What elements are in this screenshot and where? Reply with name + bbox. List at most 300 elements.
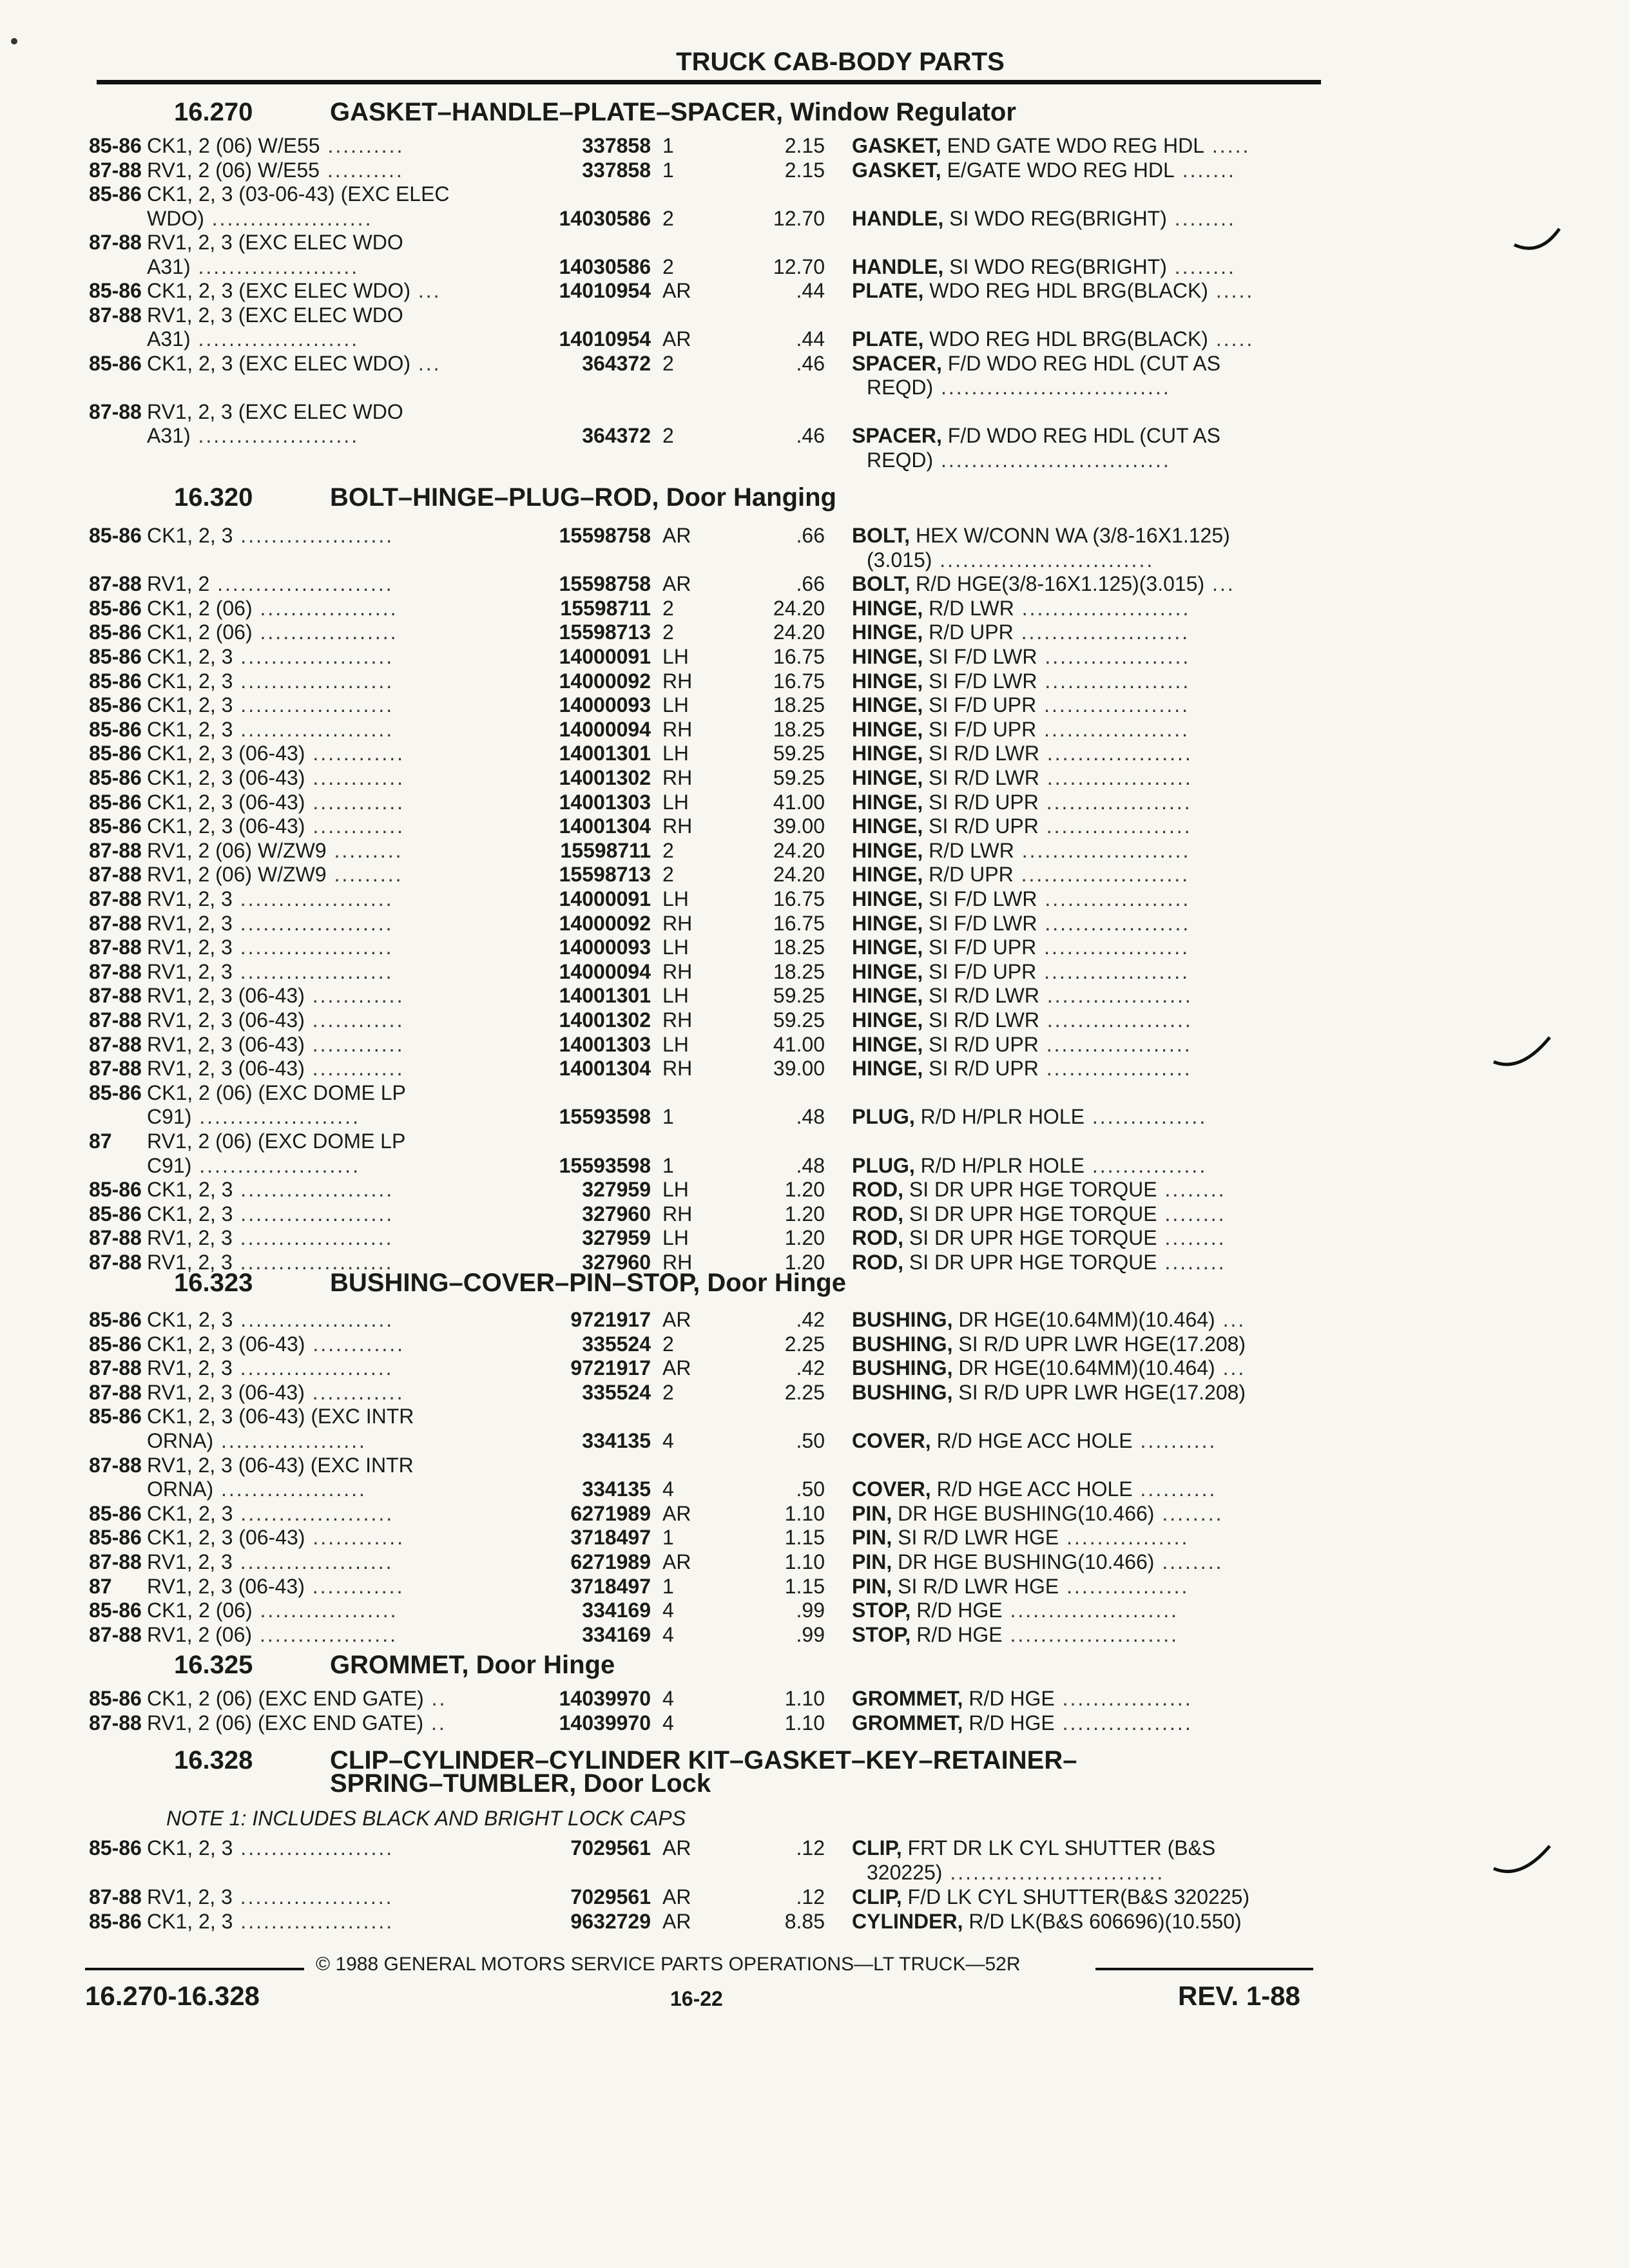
section-number: 16.328 [174, 1746, 253, 1774]
dot-leader: .............................. [933, 376, 1171, 399]
application: CK1, 2, 3 [147, 1308, 233, 1331]
description-head: HINGE, [852, 863, 923, 886]
description-text: R/D UPR [923, 620, 1014, 644]
model-year: 85-86 [89, 1599, 142, 1622]
description [852, 134, 1250, 157]
price: 2.25 [784, 1332, 825, 1356]
application: RV1, 2 (06) [147, 1623, 253, 1646]
part-number: 337858 [582, 159, 651, 182]
quantity: 2 [662, 1332, 674, 1356]
description-text: R/D HGE [963, 1687, 1055, 1710]
application: RV1, 2, 3 [147, 1226, 233, 1249]
quantity: RH [662, 960, 693, 983]
price: .42 [796, 1356, 825, 1379]
model-year: 87-88 [89, 400, 142, 423]
description [867, 548, 1154, 572]
price: .12 [796, 1836, 825, 1860]
dot-leader: ................... [1038, 1057, 1192, 1080]
application: RV1, 2, 3 [147, 1356, 233, 1379]
part-number: 327959 [582, 1226, 651, 1249]
application: ORNA) [147, 1429, 214, 1452]
application: C91) [147, 1105, 192, 1128]
application: CK1, 2, 3 [147, 718, 233, 741]
section-subtitle: Window Regulator [790, 98, 1016, 126]
description-head: GASKET, [852, 159, 941, 182]
description-head: PLUG, [852, 1105, 915, 1128]
description-text: DR HGE(10.64MM)(10.464) [952, 1308, 1215, 1331]
application-cell [147, 597, 398, 620]
description-text: SI R/D LWR [923, 742, 1039, 765]
quantity: LH [662, 1178, 689, 1201]
description-text: END GATE WDO REG HDL [941, 134, 1205, 157]
quantity: AR [662, 1356, 691, 1379]
part-number: 15593598 [559, 1154, 651, 1177]
description-head: HINGE, [852, 1057, 923, 1080]
description-text: WDO REG HDL BRG(BLACK) [923, 279, 1208, 302]
dot-leader: .................. [252, 597, 398, 620]
application-cell [147, 912, 394, 935]
quantity: 1 [662, 134, 674, 157]
model-year: 87-88 [89, 839, 142, 862]
dot-leader: .................... [233, 1178, 394, 1201]
part-number: 9632729 [570, 1910, 651, 1933]
model-year: 85-86 [89, 134, 142, 157]
description [852, 1154, 1207, 1177]
dot-leader: ............ [305, 1332, 405, 1356]
model-year: 87-88 [89, 912, 142, 935]
model-year: 85-86 [89, 1910, 142, 1933]
dot-leader: ..................... [190, 424, 360, 447]
section-number: 16.270 [174, 98, 253, 126]
description-head: HINGE, [852, 1008, 923, 1032]
description-text: FRT DR LK CYL SHUTTER (B&S [901, 1836, 1216, 1860]
dot-leader: ... [1204, 572, 1235, 595]
part-number: 14001301 [559, 984, 651, 1007]
application-cell [147, 693, 394, 716]
application: CK1, 2, 3 [147, 524, 233, 547]
price: 24.20 [773, 620, 825, 644]
description-text: R/D HGE [963, 1711, 1055, 1735]
price: 16.75 [773, 645, 825, 668]
dot-leader: ................... [1039, 766, 1193, 789]
description-head: ROD, [852, 1251, 903, 1274]
price: 2.15 [784, 159, 825, 182]
description-text: R/D H/PLR HOLE [914, 1154, 1084, 1177]
description [852, 1332, 1246, 1356]
description-text: SI DR UPR HGE TORQUE [903, 1226, 1157, 1249]
part-number: 14001301 [559, 742, 651, 765]
model-year: 87-88 [89, 572, 142, 595]
description-text: SI F/D UPR [923, 936, 1037, 959]
model-year: 87-88 [89, 936, 142, 959]
dot-leader: ..................... [191, 1154, 360, 1177]
part-number: 3718497 [570, 1526, 651, 1549]
description-head: HANDLE, [852, 255, 944, 278]
description [852, 159, 1236, 182]
quantity: RH [662, 912, 693, 935]
dot-leader: .................... [233, 693, 394, 716]
application-cell [147, 159, 404, 182]
model-year: 85-86 [89, 1526, 142, 1549]
application: A31) [147, 424, 191, 447]
application-cell [147, 645, 394, 668]
dot-leader: ..... [1208, 279, 1255, 302]
application: CK1, 2 (06) [147, 620, 253, 644]
scan-dot [11, 38, 17, 44]
description [852, 863, 1190, 886]
description-head: HINGE, [852, 791, 923, 814]
description-head: HINGE, [852, 960, 923, 983]
part-number: 9721917 [570, 1356, 651, 1379]
dot-leader: ................... [1037, 887, 1191, 910]
application: CK1, 2, 3 (03-06-43) (EXC ELEC [147, 182, 450, 206]
description [852, 279, 1254, 302]
quantity: 1 [662, 1526, 674, 1549]
application-cell [147, 1550, 394, 1573]
price: 59.25 [773, 984, 825, 1007]
quantity: AR [662, 1836, 691, 1860]
description-text: SI F/D LWR [923, 645, 1037, 668]
model-year: 85-86 [89, 645, 142, 668]
description [852, 814, 1192, 838]
application-cell [147, 1623, 398, 1646]
description [852, 912, 1190, 935]
dot-leader: ..... [1204, 134, 1251, 157]
description-head: HINGE, [852, 718, 923, 741]
description [852, 1550, 1223, 1573]
application: A31) [147, 327, 191, 351]
price: 1.20 [784, 1226, 825, 1249]
description-text: DR HGE BUSHING(10.466) [892, 1550, 1155, 1573]
dot-leader: .................... [233, 1202, 394, 1225]
model-year: 85-86 [89, 693, 142, 716]
part-number: 14010954 [559, 327, 651, 351]
dot-leader: ............ [304, 1033, 405, 1056]
quantity: RH [662, 766, 693, 789]
application: CK1, 2, 3 (06-43) [147, 1526, 305, 1549]
description [852, 327, 1254, 351]
part-number: 15598713 [559, 620, 651, 644]
description [852, 1502, 1223, 1525]
description-text: 320225) [867, 1861, 943, 1884]
description [852, 1057, 1192, 1080]
application: CK1, 2, 3 (06-43) [147, 1332, 305, 1356]
application-cell [147, 742, 405, 765]
price: 1.20 [784, 1202, 825, 1225]
price: .44 [796, 279, 825, 302]
application-cell [147, 1033, 404, 1056]
description [852, 597, 1190, 620]
section-number: 16.323 [174, 1269, 253, 1297]
application-cell [147, 524, 394, 547]
description [852, 1178, 1226, 1201]
model-year: 87-88 [89, 231, 142, 254]
quantity: 4 [662, 1711, 674, 1735]
dot-leader: .................... [232, 1226, 394, 1249]
description [852, 1429, 1217, 1452]
description-head: CYLINDER, [852, 1910, 963, 1933]
part-number: 15598711 [560, 839, 651, 862]
description-head: HINGE, [852, 839, 923, 862]
description [852, 1711, 1193, 1735]
dot-leader: ........ [1166, 255, 1236, 278]
part-number: 14001302 [559, 766, 651, 789]
dot-leader: ............ [304, 984, 405, 1007]
price: 16.75 [773, 912, 825, 935]
description-head: CLIP, [852, 1885, 902, 1908]
description [867, 376, 1171, 399]
footer-rule-right [1095, 1968, 1313, 1970]
application-cell [147, 620, 398, 644]
application: RV1, 2, 3 [147, 1550, 233, 1573]
description-text: HEX W/CONN WA (3/8-16X1.125) [910, 524, 1230, 547]
model-year: 85-86 [89, 814, 142, 838]
application-cell [147, 839, 403, 862]
dot-leader: .................... [233, 524, 394, 547]
model-year: 85-86 [89, 1687, 142, 1710]
price: .12 [796, 1885, 825, 1908]
description-head: PIN, [852, 1526, 892, 1549]
description [852, 645, 1190, 668]
model-year: 87-88 [89, 1356, 142, 1379]
dot-leader: .................... [232, 1356, 394, 1379]
dot-leader: ................... [1036, 693, 1190, 716]
price: 1.10 [784, 1711, 825, 1735]
application: RV1, 2 (06) W/E55 [147, 159, 320, 182]
description [852, 791, 1192, 814]
application: CK1, 2, 3 (06-43) [147, 742, 305, 765]
dot-leader: .................... [232, 1550, 394, 1573]
description-head: GROMMET, [852, 1687, 963, 1710]
application: RV1, 2, 3 (06-43) [147, 1057, 305, 1080]
dot-leader: ..... [1208, 327, 1255, 351]
description-text: SI WDO REG(BRIGHT) [943, 255, 1167, 278]
application-cell [147, 984, 404, 1007]
quantity: RH [662, 1251, 693, 1274]
part-number: 15598713 [559, 863, 651, 886]
part-number: 14001304 [559, 814, 651, 838]
description-text: (3.015) [867, 548, 932, 572]
part-number: 7029561 [570, 1885, 651, 1908]
price: .99 [796, 1623, 825, 1646]
price: 16.75 [773, 669, 825, 693]
application: RV1, 2, 3 [147, 936, 233, 959]
description [852, 984, 1193, 1007]
description-text: R/D LWR [923, 839, 1014, 862]
model-year: 87-88 [89, 1550, 142, 1573]
price: 39.00 [773, 814, 825, 838]
model-year: 87-88 [89, 1033, 142, 1056]
application-cell [147, 1381, 404, 1404]
dot-leader: ................. [1054, 1687, 1193, 1710]
application: CK1, 2 (06) (EXC DOME LP [147, 1081, 406, 1104]
model-year: 85-86 [89, 597, 142, 620]
price: 24.20 [773, 839, 825, 862]
dot-leader: .................... [232, 936, 394, 959]
dot-leader: .......... [1132, 1429, 1217, 1452]
application: A31) [147, 255, 191, 278]
model-year: 85-86 [89, 742, 142, 765]
description [852, 255, 1236, 278]
model-year: 85-86 [89, 279, 142, 302]
part-number: 14000091 [559, 887, 651, 910]
model-year: 85-86 [89, 766, 142, 789]
price: 2.15 [784, 134, 825, 157]
description [852, 352, 1220, 375]
price: 41.00 [773, 1033, 825, 1056]
footer-copyright: © 1988 GENERAL MOTORS SERVICE PARTS OPERATIONS—LT TRUCK—52R [316, 1954, 1021, 1975]
description-text: R/D HGE(3/8-16X1.125)(3.015) [910, 572, 1205, 595]
price: .42 [796, 1308, 825, 1331]
quantity: LH [662, 791, 689, 814]
model-year: 87-88 [89, 887, 142, 910]
application: RV1, 2, 3 (06-43) (EXC INTR [147, 1454, 414, 1477]
description-head: HINGE, [852, 669, 923, 693]
dot-leader: ................... [1039, 984, 1193, 1007]
description-head: HINGE, [852, 645, 923, 668]
application-cell [147, 1836, 394, 1860]
section-title-main: GASKET–HANDLE–PLATE–SPACER, [330, 98, 784, 126]
model-year: 85-86 [89, 1502, 142, 1525]
price: 8.85 [784, 1910, 825, 1933]
dot-leader: ................. [1054, 1711, 1193, 1735]
application-cell [147, 1429, 367, 1452]
quantity: RH [662, 1008, 693, 1032]
dot-leader: ................ [1059, 1526, 1190, 1549]
part-number: 14001302 [559, 1008, 651, 1032]
quantity: 2 [662, 863, 674, 886]
price: 18.25 [773, 693, 825, 716]
model-year: 85-86 [89, 524, 142, 547]
price: 59.25 [773, 766, 825, 789]
model-year: 85-86 [89, 182, 142, 206]
part-number: 327959 [582, 1178, 651, 1201]
application: RV1, 2, 3 (EXC ELEC WDO [147, 231, 403, 254]
price: .50 [796, 1477, 825, 1501]
description-head: COVER, [852, 1477, 931, 1501]
description-head: HINGE, [852, 742, 923, 765]
application-cell [147, 960, 394, 983]
application-cell [147, 1332, 405, 1356]
application-cell [147, 352, 441, 375]
description [852, 1008, 1193, 1032]
scan-mark-3 [1494, 1846, 1550, 1872]
part-number: 14000091 [559, 645, 651, 668]
price: .66 [796, 572, 825, 595]
description [852, 424, 1220, 447]
description [852, 1477, 1217, 1501]
price: 1.20 [784, 1178, 825, 1201]
model-year: 85-86 [89, 791, 142, 814]
description-text: R/D HGE ACC HOLE [930, 1429, 1133, 1452]
price: .66 [796, 524, 825, 547]
part-number: 14030586 [559, 207, 651, 230]
price: .48 [796, 1154, 825, 1177]
application-cell [147, 1599, 398, 1622]
part-number: 14039970 [559, 1711, 651, 1735]
application: CK1, 2, 3 [147, 1910, 233, 1933]
description-text: SI R/D UPR [923, 1033, 1039, 1056]
price: 1.10 [784, 1502, 825, 1525]
price: 18.25 [773, 960, 825, 983]
description [852, 1885, 1249, 1908]
section-subtitle: Door Lock [583, 1769, 711, 1798]
part-number: 14001303 [559, 1033, 651, 1056]
application-cell [147, 1178, 394, 1201]
section-title [330, 1267, 846, 1298]
description [852, 1356, 1246, 1379]
description [852, 1575, 1189, 1598]
application: CK1, 2, 3 [147, 1178, 233, 1201]
description-text: SI F/D UPR [923, 718, 1037, 741]
price: 59.25 [773, 742, 825, 765]
section-title [330, 482, 836, 513]
dot-leader: ............................ [942, 1861, 1165, 1884]
description-head: BUSHING, [852, 1308, 953, 1331]
application: WDO) [147, 207, 204, 230]
dot-leader: .................... [233, 1308, 394, 1331]
price: 39.00 [773, 1057, 825, 1080]
description [852, 669, 1190, 693]
part-number: 14001303 [559, 791, 651, 814]
quantity: 4 [662, 1429, 674, 1452]
dot-leader: ............ [305, 791, 405, 814]
part-number: 335524 [582, 1332, 651, 1356]
part-number: 337858 [582, 134, 651, 157]
description-text: SI DR UPR HGE TORQUE [903, 1178, 1157, 1201]
quantity: AR [662, 1308, 691, 1331]
application: CK1, 2, 3 (EXC ELEC WDO) [147, 352, 410, 375]
price: 2.25 [784, 1381, 825, 1404]
part-number: 14039970 [559, 1687, 651, 1710]
part-number: 15598758 [559, 524, 651, 547]
description-text: F/D WDO REG HDL (CUT AS [941, 352, 1220, 375]
model-year: 85-86 [89, 1202, 142, 1225]
application: RV1, 2, 3 [147, 1251, 233, 1274]
dot-leader: ................... [213, 1477, 367, 1501]
description [852, 1599, 1179, 1622]
part-number: 15598758 [559, 572, 651, 595]
description-text: SI R/D UPR [923, 814, 1039, 838]
description-text: SI F/D LWR [923, 912, 1037, 935]
application-cell [147, 1202, 394, 1225]
application-cell [147, 936, 394, 959]
application-cell [147, 572, 394, 595]
part-number: 334135 [582, 1477, 651, 1501]
dot-leader: .................... [232, 912, 394, 935]
description-head: PIN, [852, 1575, 892, 1598]
description [852, 1381, 1246, 1404]
application: CK1, 2, 3 (06-43) [147, 814, 305, 838]
application: CK1, 2, 3 [147, 645, 233, 668]
dot-leader: ............ [305, 1526, 405, 1549]
application-cell [147, 766, 405, 789]
application: RV1, 2, 3 [147, 912, 233, 935]
quantity: 1 [662, 1154, 674, 1177]
price: 12.70 [773, 207, 825, 230]
dot-leader: ............ [305, 766, 405, 789]
description [852, 839, 1190, 862]
dot-leader: .................... [233, 645, 394, 668]
part-number: 6271989 [570, 1550, 651, 1573]
application: CK1, 2 (06) W/E55 [147, 134, 320, 157]
model-year: 87-88 [89, 303, 142, 327]
section-title-main: BOLT–HINGE–PLUG–ROD, [330, 483, 659, 512]
application-cell [147, 1308, 394, 1331]
application-cell [147, 1105, 360, 1128]
dot-leader: ... [410, 279, 441, 302]
description-head: HINGE, [852, 1033, 923, 1056]
